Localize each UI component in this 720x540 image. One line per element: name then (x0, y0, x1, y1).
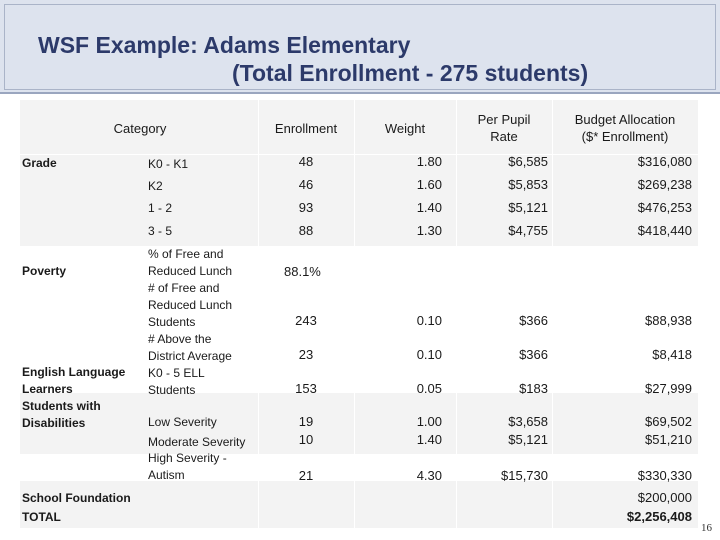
slide-title-line-1: WSF Example: Adams Elementary (38, 32, 411, 58)
group-school-foundation: School Foundation (22, 491, 131, 505)
swd-budget-low: $69,502 (645, 414, 692, 429)
grade-sub-k0-k1: K0 - K1 (148, 157, 189, 171)
grade-enrollment-1-2: 93 (298, 200, 314, 215)
ell-weight: 0.05 (416, 381, 442, 396)
grade-budget-1-2: $476,253 (637, 200, 692, 215)
ell-sub-line-2: Students (148, 383, 196, 397)
group-swd-line-2: Disabilities (22, 416, 86, 430)
swd-budget-moderate: $51,210 (645, 432, 692, 447)
wsf-budget-table (20, 100, 698, 528)
header-weight: Weight (384, 121, 426, 136)
group-swd-line-1: Students with (22, 399, 101, 413)
grade-sub-k2: K2 (148, 179, 163, 193)
grade-weight-k0-k1: 1.80 (416, 154, 442, 169)
autism-budget: $330,330 (637, 468, 692, 483)
poverty-above-label-1: # Above the (148, 332, 212, 346)
page-number: 16 (701, 522, 712, 534)
autism-enrollment: 21 (298, 468, 314, 483)
poverty-pct-value: 88.1% (284, 264, 321, 279)
grade-weight-1-2: 1.40 (416, 200, 442, 215)
header-budget-formula: ($* Enrollment) (581, 129, 669, 144)
poverty-count-rate: $366 (519, 313, 548, 328)
swd-weight-low: 1.00 (416, 414, 442, 429)
header-budget-allocation: Budget Allocation (574, 112, 676, 127)
grade-budget-k2: $269,238 (637, 177, 692, 192)
header-rate: Rate (490, 129, 518, 144)
ell-sub-line-1: K0 - 5 ELL (148, 366, 205, 380)
poverty-count-weight: 0.10 (416, 313, 442, 328)
slide-title-line-2: (Total Enrollment - 275 students) (232, 60, 589, 86)
header-category: Category (113, 121, 167, 136)
autism-rate: $15,730 (501, 468, 548, 483)
header-enrollment: Enrollment (274, 121, 338, 136)
header-per-pupil: Per Pupil (477, 112, 531, 127)
group-total: TOTAL (22, 510, 61, 524)
autism-weight: 4.30 (416, 468, 442, 483)
swd-enrollment-moderate: 10 (298, 432, 314, 447)
poverty-count-label-1: # of Free and (148, 281, 220, 295)
title-band (0, 0, 720, 94)
ell-enrollment: 153 (295, 381, 317, 396)
grade-rate-3-5: $4,755 (508, 223, 548, 238)
swd-enrollment-low: 19 (298, 414, 314, 429)
grade-sub-3-5: 3 - 5 (148, 224, 173, 238)
grade-weight-k2: 1.60 (416, 177, 442, 192)
poverty-count-budget: $88,938 (645, 313, 692, 328)
grade-budget-3-5: $418,440 (637, 223, 692, 238)
swd-rate-low: $3,658 (508, 414, 548, 429)
poverty-count-label-3: Students (148, 315, 196, 329)
foundation-budget: $200,000 (637, 490, 692, 505)
swd-sub-moderate: Moderate Severity (148, 435, 246, 449)
swd-weight-moderate: 1.40 (416, 432, 442, 447)
poverty-above-rate: $366 (519, 347, 548, 362)
poverty-pct-label-2: Reduced Lunch (148, 264, 233, 278)
autism-sub-line-1: High Severity - (148, 451, 227, 465)
group-grade: Grade (22, 156, 57, 170)
group-ell-line-1: English Language (22, 365, 126, 379)
group-ell-line-2: Learners (22, 382, 73, 396)
poverty-above-budget: $8,418 (652, 347, 692, 362)
grade-enrollment-k2: 46 (298, 177, 314, 192)
grade-enrollment-k0-k1: 48 (298, 154, 314, 169)
grade-rate-k2: $5,853 (508, 177, 548, 192)
swd-sub-low: Low Severity (148, 415, 217, 429)
autism-sub-line-2: Autism (148, 468, 185, 482)
grade-weight-3-5: 1.30 (416, 223, 442, 238)
ell-rate: $183 (519, 381, 548, 396)
grade-budget-k0-k1: $316,080 (637, 154, 692, 169)
grade-rate-k0-k1: $6,585 (508, 154, 548, 169)
poverty-count-enrollment: 243 (295, 313, 317, 328)
grade-sub-1-2: 1 - 2 (148, 201, 173, 215)
poverty-above-enrollment: 23 (298, 347, 314, 362)
ell-budget: $27,999 (645, 381, 692, 396)
poverty-above-weight: 0.10 (416, 347, 442, 362)
swd-rate-moderate: $5,121 (508, 432, 548, 447)
poverty-count-label-2: Reduced Lunch (148, 298, 233, 312)
total-budget: $2,256,408 (626, 509, 692, 524)
grade-enrollment-3-5: 88 (298, 223, 314, 238)
poverty-above-label-2: District Average (148, 349, 232, 363)
poverty-pct-label-1: % of Free and (148, 247, 224, 261)
group-poverty: Poverty (22, 264, 67, 278)
grade-rate-1-2: $5,121 (508, 200, 548, 215)
